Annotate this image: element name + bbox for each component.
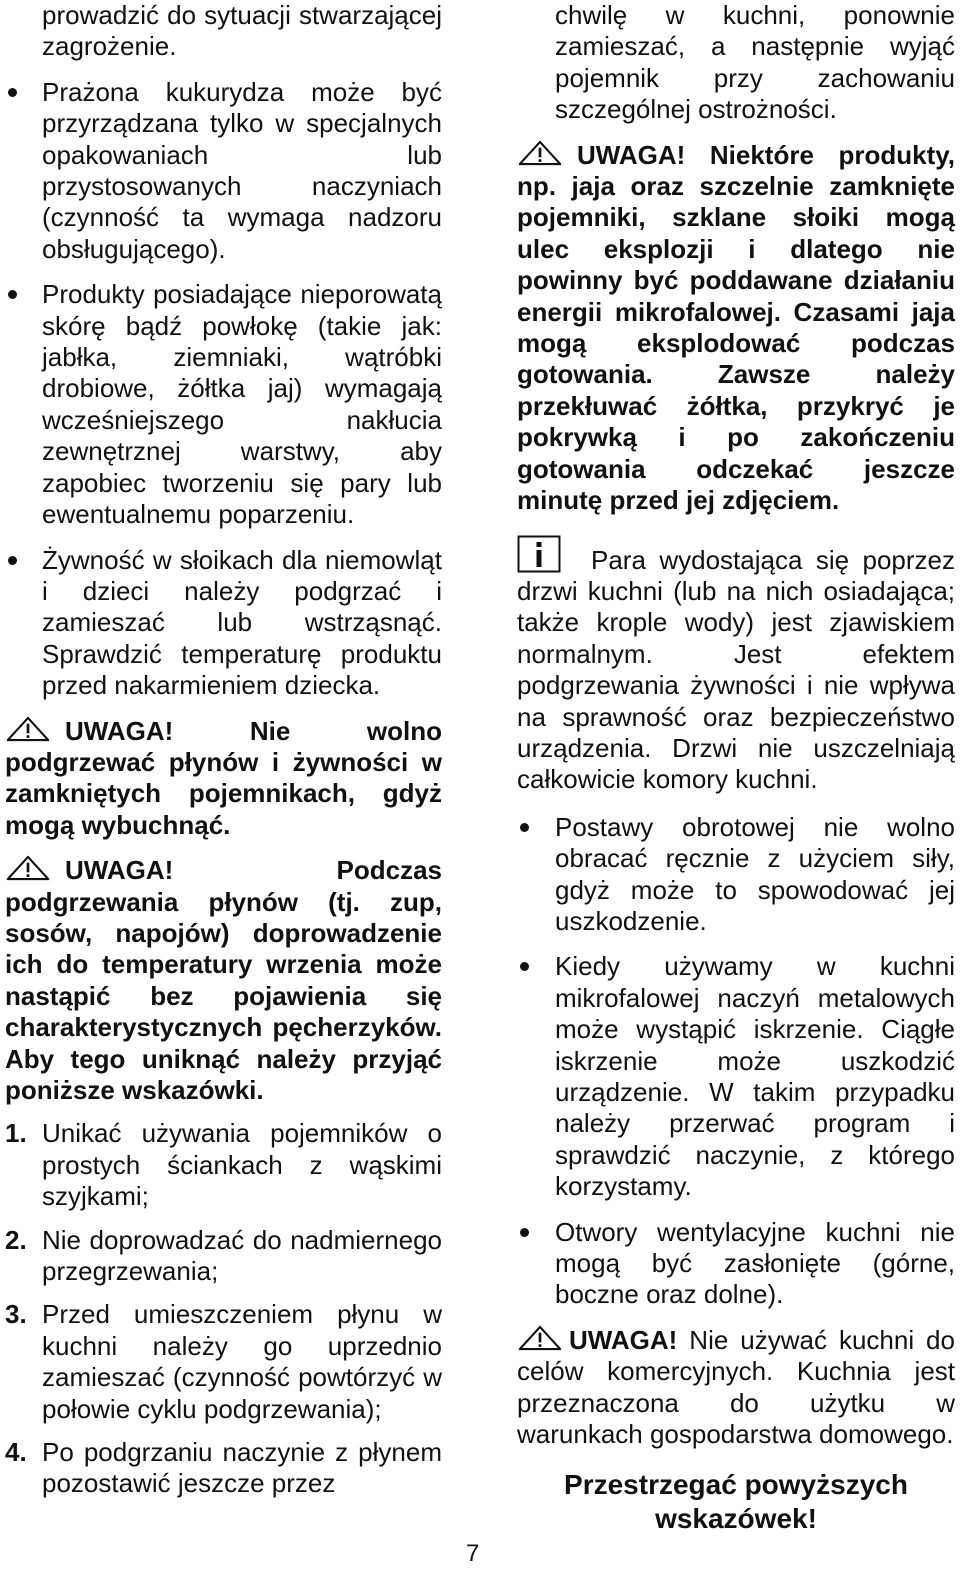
warning-commercial-use-text: Nie używać kuchni do celów komercyjnych. Kuchnia jest przeznaczona do użytku w warunkach gospodarstwa domowego.	[517, 1324, 955, 1450]
list-item	[5, 1437, 442, 1500]
warning-triangle-icon	[5, 855, 51, 881]
list-item-text: Po podgrzaniu naczynie z płynem pozostawić jeszcze przez	[42, 1437, 442, 1499]
warning-boiling-liquids	[5, 855, 442, 1106]
right-column	[517, 0, 955, 1536]
warning-closed-containers-text: UWAGA! Nie wolno podgrzewać płynów i żywności w zamkniętych pojemnikach, gdyż mogą wybuchnąć.	[5, 715, 442, 840]
right-continuation-text: chwilę w kuchni, ponownie zamieszać, a następnie wyjąć pojemnik przy zachowaniu szczególnej ostrożności.	[555, 0, 955, 125]
warning-triangle-icon	[517, 1325, 563, 1351]
list-item-text: Przed umieszczeniem płynu w kuchni należy go uprzednio zamieszać (czynność powtórzyć w połowie cyklu podgrzewania);	[42, 1299, 442, 1424]
warning-triangle-icon	[517, 140, 563, 166]
warning-commercial-use-label: UWAGA!	[569, 1324, 678, 1355]
bullet-skin-products: Produkty posiadające nieporowatą skórę bądź powłokę (takie jak: jabłka, ziemniaki, wątróbki drobiowe, żółtka jaj) wymagają wcześniejszego nakłucia zewnętrznej warstwy, aby zapobiec tworzeniu się pary lub ewentualnemu poparzeniu.	[5, 279, 442, 530]
warning-boiling-liquids-text: UWAGA! Podczas podgrzewania płynów (tj. zup, sosów, napojów) doprowadzenie ich do temperatury wrzenia może nastąpić bez pojawienia się charakterystycznych pęcherzyków. Aby tego uniknąć należy przyjąć poniższe wskazówki.	[5, 855, 442, 1105]
final-instruction: Przestrzegać powyższych wskazówek!	[564, 1469, 908, 1535]
list-item	[5, 1299, 442, 1425]
warning-exploding-products-text: UWAGA! Niektóre produkty, np. jaja oraz szczelnie zamknięte pojemniki, szklane słoiki mogą ulec eksplozji i dlatego nie powinny być poddawane działaniu energii mikrofalowej. Czasami jaja mogą eksplodować podczas gotowania. Zawsze należy przekłuwać żółtka, przykryć je pokrywką i po zakończeniu gotowania odczekać jeszcze minutę przed jej zdjęciem.	[517, 139, 955, 516]
list-item-number: 3.	[5, 1299, 27, 1330]
left-column	[5, 0, 442, 1500]
left-continuation-text: prowadzić do sytuacji stwarzającej zagrożenie.	[42, 0, 442, 62]
warning-triangle-icon	[5, 716, 51, 742]
warning-closed-containers	[5, 716, 442, 842]
numbered-list	[5, 1118, 442, 1499]
bullet-turntable: Postawy obrotowej nie wolno obracać ręcznie z użyciem siły, gdyż może to spowodować jej uszkodzenie.	[517, 812, 955, 938]
warning-exploding-products	[517, 140, 955, 517]
list-item	[5, 1225, 442, 1288]
list-item-number: 4.	[5, 1437, 27, 1468]
warning-commercial-use	[517, 1325, 955, 1451]
info-steam-text: Para wydostająca się poprzez drzwi kuchni (lub na nich osiadająca; także krople wody) jest zjawiskiem normalnym. Jest efektem podgrzewania żywności i nie wpływa na sprawność oraz bezpieczeństwo urządzenia. Drzwi nie uszczelniają całkowicie komory kuchni.	[517, 544, 955, 795]
bullet-baby-food: Żywność w słoikach dla niemowląt i dzieci należy podgrzać i zamieszać lub wstrząsnąć. Sprawdzić temperaturę produktu przed nakarmieniem dziecka.	[5, 545, 442, 702]
info-icon	[517, 535, 561, 573]
list-item-number: 1.	[5, 1118, 27, 1149]
list-item-text: Nie doprowadzać do nadmiernego przegrzewania;	[42, 1224, 442, 1287]
bullet-popcorn: Prażona kukurydza może być przyrządzana tylko w specjalnych opakowaniach lub przystosowanych naczyniach (czynność ta wymaga nadzoru obsługującego).	[5, 77, 442, 265]
bullet-metal-dishes: Kiedy używamy w kuchni mikrofalowej naczyń metalowych może wystąpić iskrzenie. Ciągłe iskrzenie może uszkodzić urządzenie. W takim przypadku należy przerwać program i sprawdzić naczynie, z którego korzystamy.	[517, 951, 955, 1202]
list-item	[5, 1118, 442, 1212]
bullet-vents: Otwory wentylacyjne kuchni nie mogą być zasłonięte (górne, boczne oraz dolne).	[517, 1217, 955, 1311]
list-item-number: 2.	[5, 1224, 27, 1255]
list-item-text: Unikać używania pojemników o prostych ściankach z wąskimi szyjkami;	[42, 1118, 442, 1212]
page-number: 7	[466, 1540, 480, 1567]
info-steam	[517, 535, 955, 796]
